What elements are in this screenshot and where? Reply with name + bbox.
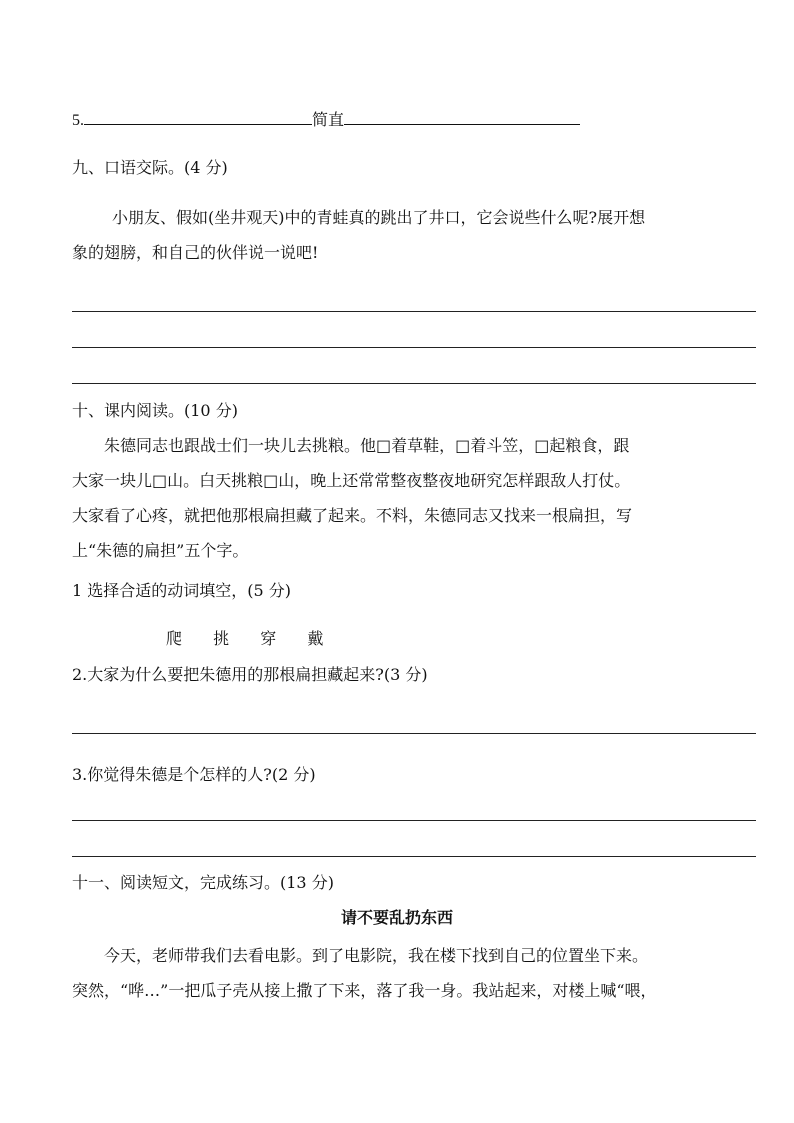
section9-prompt-line-1: 小朋友、假如(坐井观天)中的青蛙真的跳出了井口，它会说些什么呢?展开想 <box>112 208 646 227</box>
section9-prompt-line-2: 象的翅膀，和自己的伙伴说一说吧! <box>72 243 319 262</box>
verb-option: 穿 <box>260 629 277 648</box>
verb-options <box>166 629 349 649</box>
q5-number: 5. <box>72 112 84 129</box>
verb-option: 爬 <box>166 629 183 648</box>
q5-word: 简直 <box>312 112 345 129</box>
answer-line[interactable] <box>72 311 756 312</box>
answer-line[interactable] <box>72 733 756 734</box>
section9-prompt <box>72 200 756 270</box>
section10-passage <box>72 428 756 568</box>
passage-line: 大家看了心疼，就把他那根扁担藏了起来。不料，朱德同志又找来一根扁担，写 <box>72 506 633 525</box>
passage-line: 今天，老师带我们去看电影。到了电影院，我在楼下找到自己的位置坐下来。 <box>104 946 649 965</box>
answer-line[interactable] <box>72 820 756 821</box>
verb-option: 戴 <box>307 629 324 648</box>
story-title: 请不要乱扔东西 <box>340 908 453 927</box>
answer-line[interactable] <box>72 856 756 857</box>
section10-q3: 3.你觉得朱德是个怎样的人?(2 分) <box>72 765 316 784</box>
section10-heading: 十、课内阅读。(10 分) <box>72 401 238 420</box>
answer-line[interactable] <box>72 347 756 348</box>
passage-line: 突然，“哗…”一把瓜子壳从接上撒了下来，落了我一身。我站起来，对楼上喊“喂， <box>72 981 657 1000</box>
passage-line: 朱德同志也跟战士们一块儿去挑粮。他□着草鞋，□着斗笠，□起粮食，跟 <box>104 436 630 455</box>
q5-row <box>72 110 580 131</box>
passage-line: 上“朱德的扁担”五个字。 <box>72 541 249 560</box>
section11-heading: 十一、阅读短文，完成练习。(13 分) <box>72 873 334 892</box>
section11-passage <box>72 938 756 1008</box>
passage-line: 大家一块儿□山。白天挑粮□山，晚上还常常整夜整夜地研究怎样跟敌人打仗。 <box>72 471 631 490</box>
section9-heading: 九、口语交际。(4 分) <box>72 158 228 177</box>
answer-line[interactable] <box>72 383 756 384</box>
q5-blank-1[interactable] <box>84 110 312 125</box>
q5-blank-2[interactable] <box>344 110 580 125</box>
section10-q2: 2.大家为什么要把朱德用的那根扁担藏起来?(3 分) <box>72 665 428 684</box>
verb-option: 挑 <box>213 629 230 648</box>
section10-q1: 1 选择合适的动词填空，(5 分) <box>72 581 292 600</box>
